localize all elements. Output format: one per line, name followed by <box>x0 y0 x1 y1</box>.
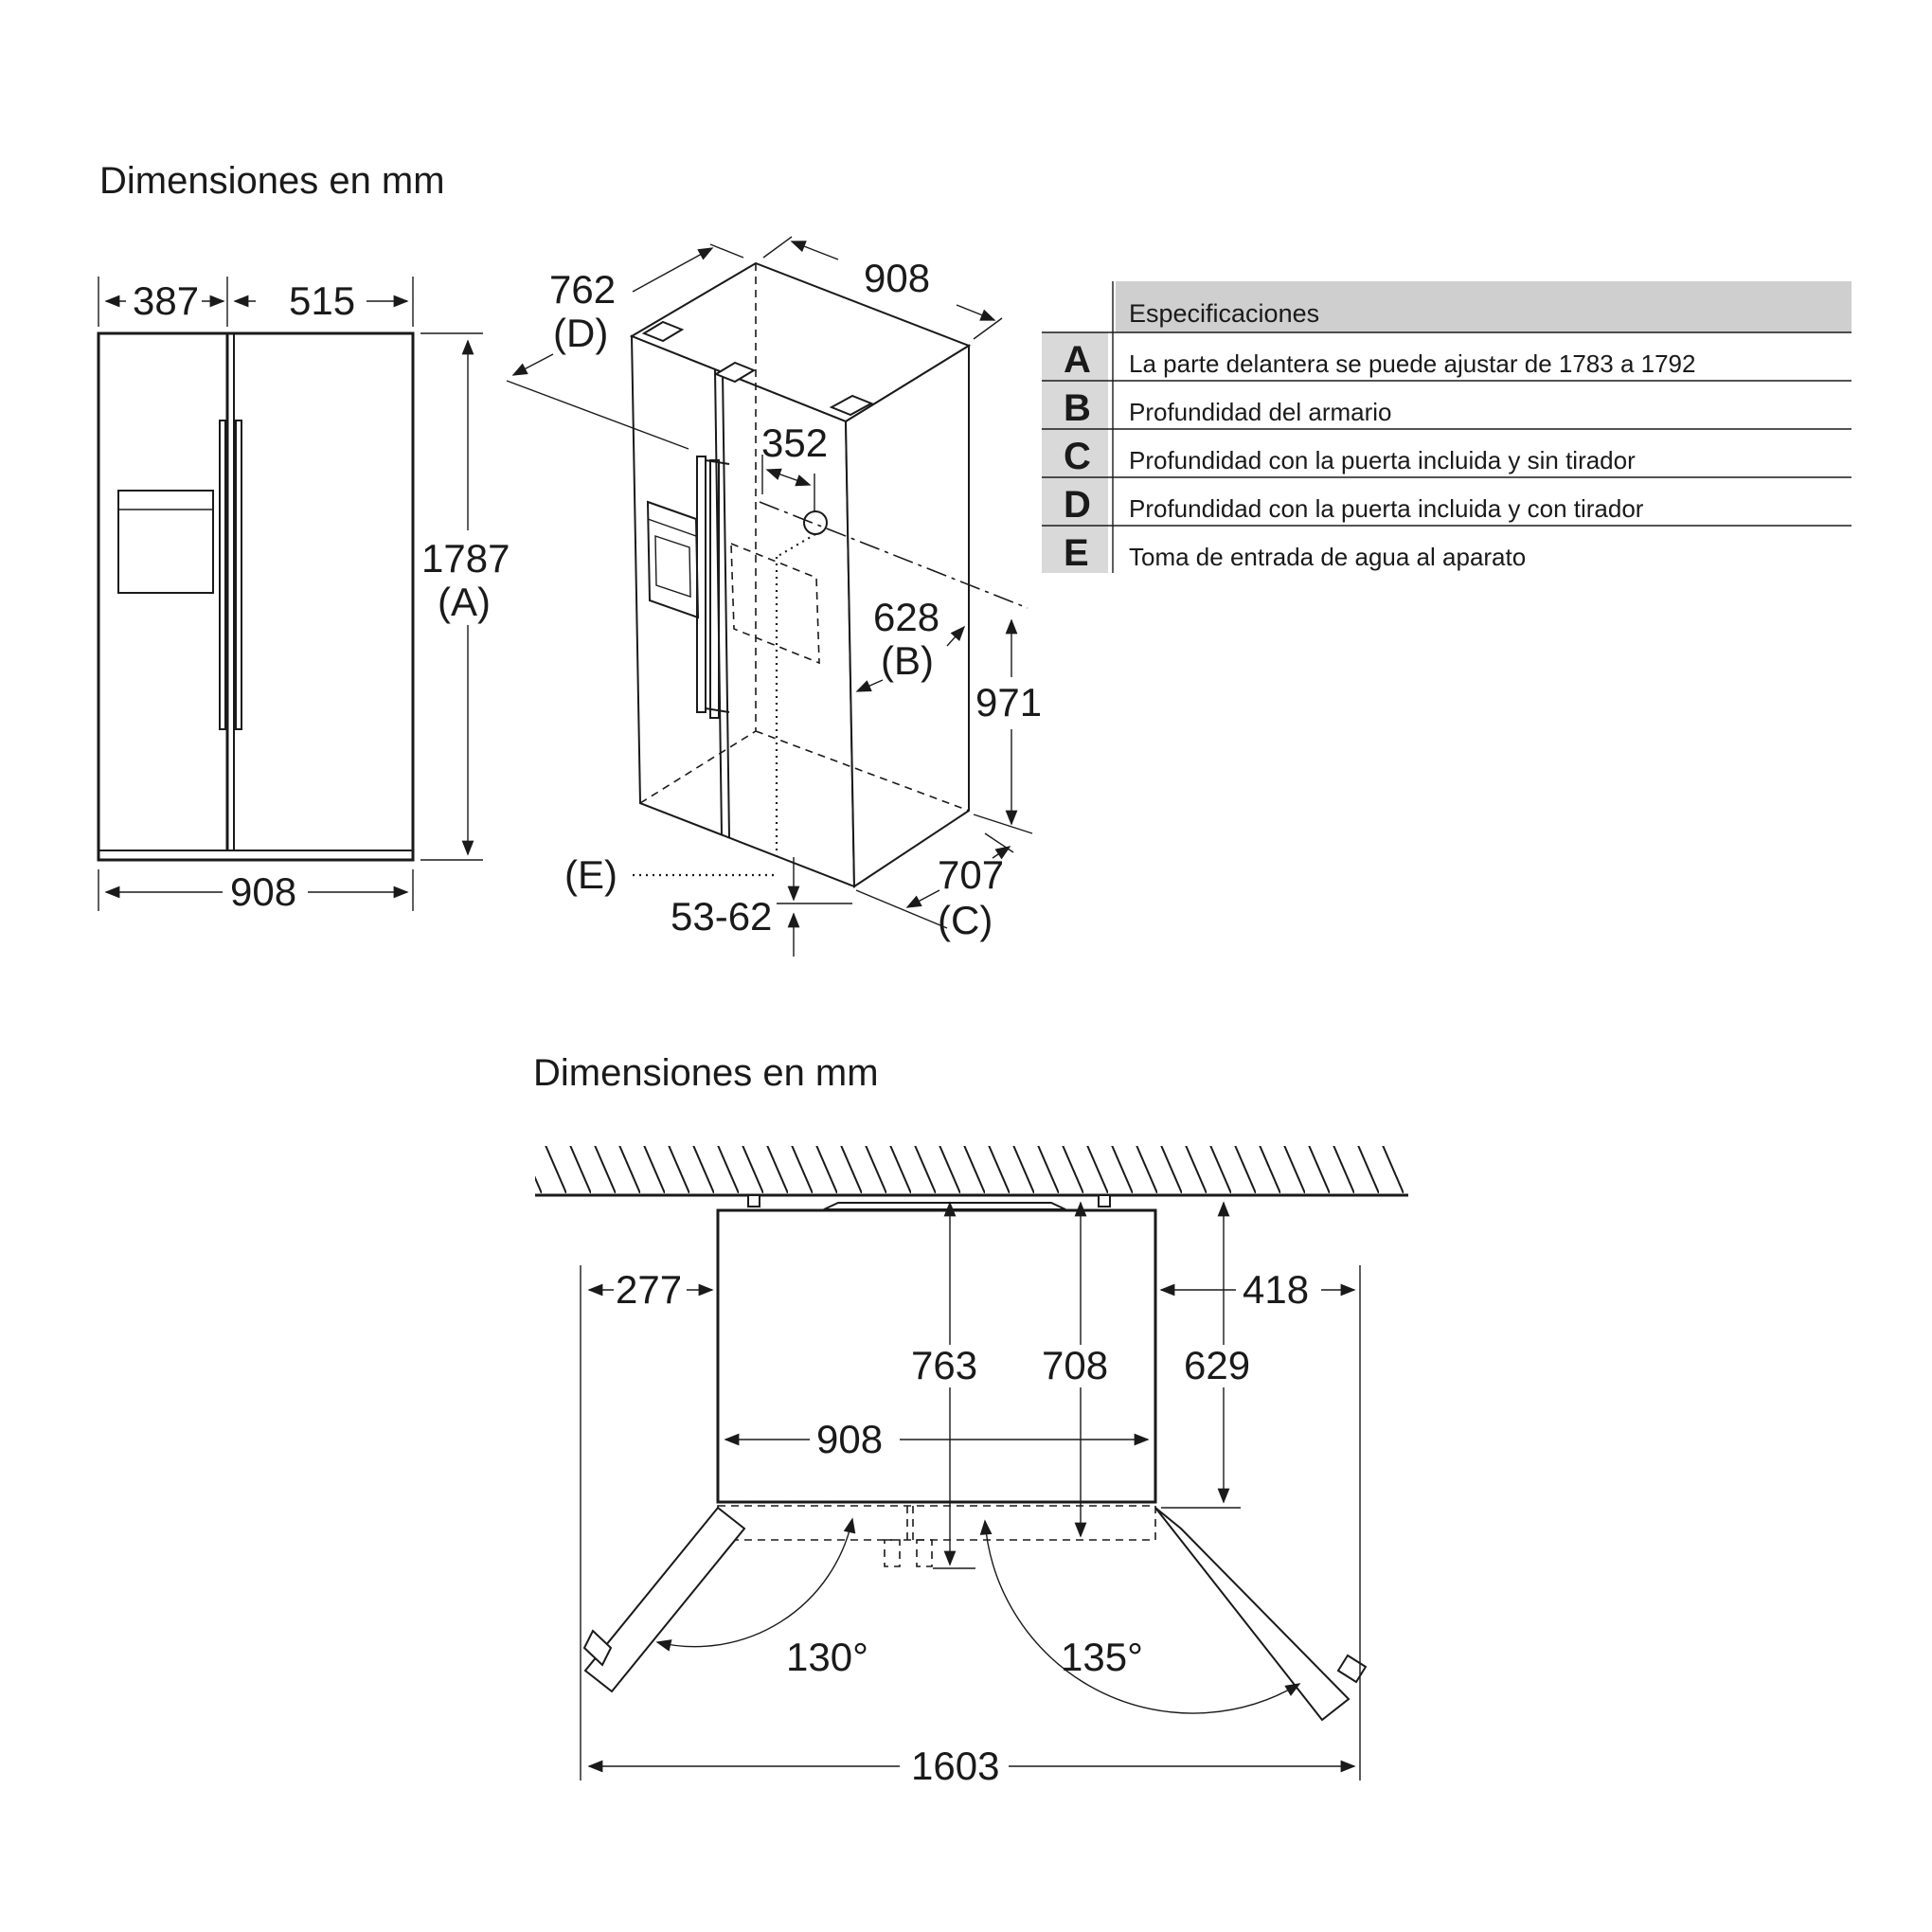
angle-right: 135° <box>1061 1635 1143 1679</box>
spec-text-b: Profundidad del armario <box>1129 398 1392 426</box>
dim-depth-c: 707 <box>938 852 1005 897</box>
fridge-front-outline <box>98 333 413 860</box>
dim-depth-b: 628 <box>873 595 940 639</box>
dim-depth-d: 762 <box>549 267 617 312</box>
front-view <box>98 277 510 914</box>
dim-water-offset: 352 <box>761 420 829 465</box>
dim-width-left: 387 <box>133 278 200 323</box>
dim-total-width: 908 <box>230 869 297 914</box>
door-handle-right <box>236 420 242 729</box>
dim-feet: 53-62 <box>671 894 773 939</box>
iso-view <box>507 237 1042 957</box>
left-door-open <box>585 1508 744 1691</box>
spec-text-d: Profundidad con la puerta incluida y con tirador <box>1129 494 1644 523</box>
dim-depth-763: 763 <box>911 1343 978 1387</box>
dim-height: 1787 <box>421 536 510 581</box>
dim-depth-708: 708 <box>1042 1343 1109 1387</box>
water-dispenser <box>118 491 213 593</box>
dim-iso-width: 908 <box>864 256 931 300</box>
inlet-ref: (E) <box>564 852 617 897</box>
door-handle-left <box>220 420 225 729</box>
dim-right-clearance: 418 <box>1243 1267 1310 1312</box>
spec-text-c: Profundidad con la puerta incluida y sin tirador <box>1129 446 1636 474</box>
spec-text-e: Toma de entrada de agua al aparato <box>1129 543 1527 571</box>
top-title: Dimensiones en mm <box>99 160 445 202</box>
spec-letter-c: C <box>1064 436 1091 477</box>
dim-water-height: 971 <box>975 680 1043 724</box>
dim-height-ref: (A) <box>438 580 491 624</box>
right-door-open <box>1155 1508 1349 1720</box>
dim-width-right: 515 <box>289 278 356 323</box>
bottom-title: Dimensiones en mm <box>533 1052 879 1094</box>
dim-depth-629: 629 <box>1184 1343 1251 1387</box>
spec-letter-b: B <box>1064 387 1091 429</box>
angle-left: 130° <box>786 1635 868 1679</box>
spec-letter-e: E <box>1064 532 1089 574</box>
dim-depth-c-ref: (C) <box>938 898 993 942</box>
dim-left-clearance: 277 <box>616 1267 683 1312</box>
dim-top-width: 908 <box>816 1417 884 1461</box>
dim-depth-d-ref: (D) <box>553 311 609 355</box>
spec-text-a: La parte delantera se puede ajustar de 1783 a 1792 <box>1129 349 1696 378</box>
spec-header: Especificaciones <box>1129 299 1320 328</box>
spec-letter-d: D <box>1064 484 1091 526</box>
top-view <box>535 1146 1408 1788</box>
dim-depth-b-ref: (B) <box>881 638 934 683</box>
spec-letter-a: A <box>1064 339 1091 381</box>
dim-total-1603: 1603 <box>911 1744 1000 1788</box>
spec-table <box>1042 281 1852 574</box>
wall-hatch <box>535 1146 1406 1193</box>
fridge-front-face <box>632 336 854 886</box>
